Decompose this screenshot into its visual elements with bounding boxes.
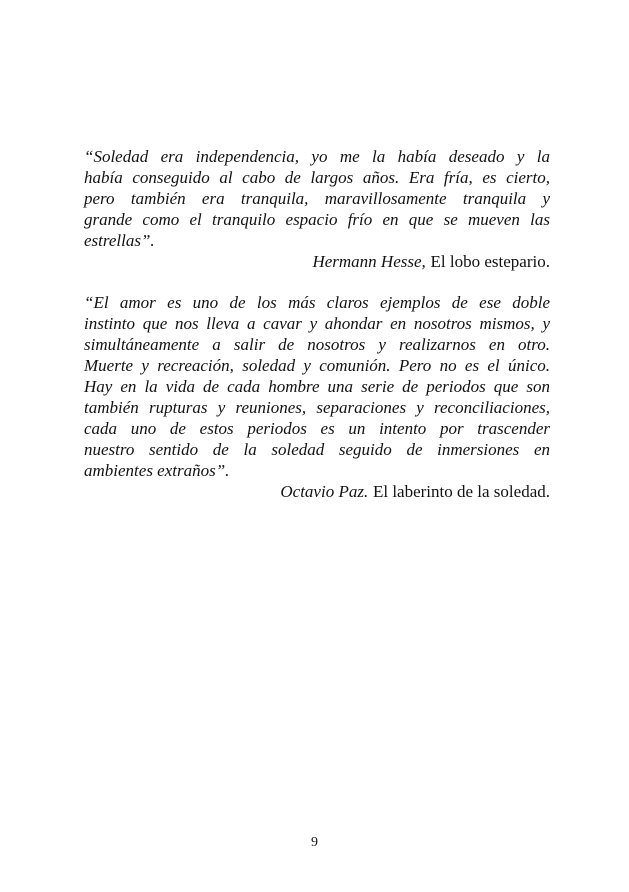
attribution-hesse xyxy=(84,251,550,272)
attribution-paz xyxy=(84,481,550,502)
quote-line: simultáneamente a salir de nosotros y realizarnos en otro. xyxy=(84,335,550,354)
quote-line: cada uno de estos periodos es un intento por trascender xyxy=(84,419,550,438)
quote-line: Muerte y recreación, soledad y comunión. Pero no es el único. xyxy=(84,356,550,375)
quote-line: estrellas”. xyxy=(84,231,155,250)
quote-line: ambientes extraños”. xyxy=(84,461,230,480)
quote-line: también rupturas y reuniones, separaciones y reconciliaciones, xyxy=(84,398,550,417)
attribution-work: El lobo estepario. xyxy=(430,252,550,271)
quote-line: grande como el tranquilo espacio frío en que se mueven las xyxy=(84,210,550,229)
text-block xyxy=(84,146,550,502)
quote-hesse xyxy=(84,146,550,272)
quote-line: había conseguido al cabo de largos años. Era fría, es cierto, xyxy=(84,168,550,187)
quote-line: Hay en la vida de cada hombre una serie de periodos que son xyxy=(84,377,550,396)
attribution-author: Hermann Hesse, xyxy=(312,252,426,271)
quote-paz xyxy=(84,292,550,502)
quote-line: “Soledad era independencia, yo me la había deseado y la xyxy=(84,147,550,166)
quote-line: pero también era tranquila, maravillosamente tranquila y xyxy=(84,189,550,208)
attribution-author: Octavio Paz. xyxy=(280,482,369,501)
attribution-work: El laberinto de la soledad. xyxy=(372,482,550,501)
quote-line: “El amor es uno de los más claros ejemplos de ese doble xyxy=(84,293,550,312)
quote-line: instinto que nos lleva a cavar y ahondar en nosotros mismos, y xyxy=(84,314,550,333)
quote-line: nuestro sentido de la soledad seguido de inmersiones en xyxy=(84,440,550,459)
page-number: 9 xyxy=(311,835,318,850)
